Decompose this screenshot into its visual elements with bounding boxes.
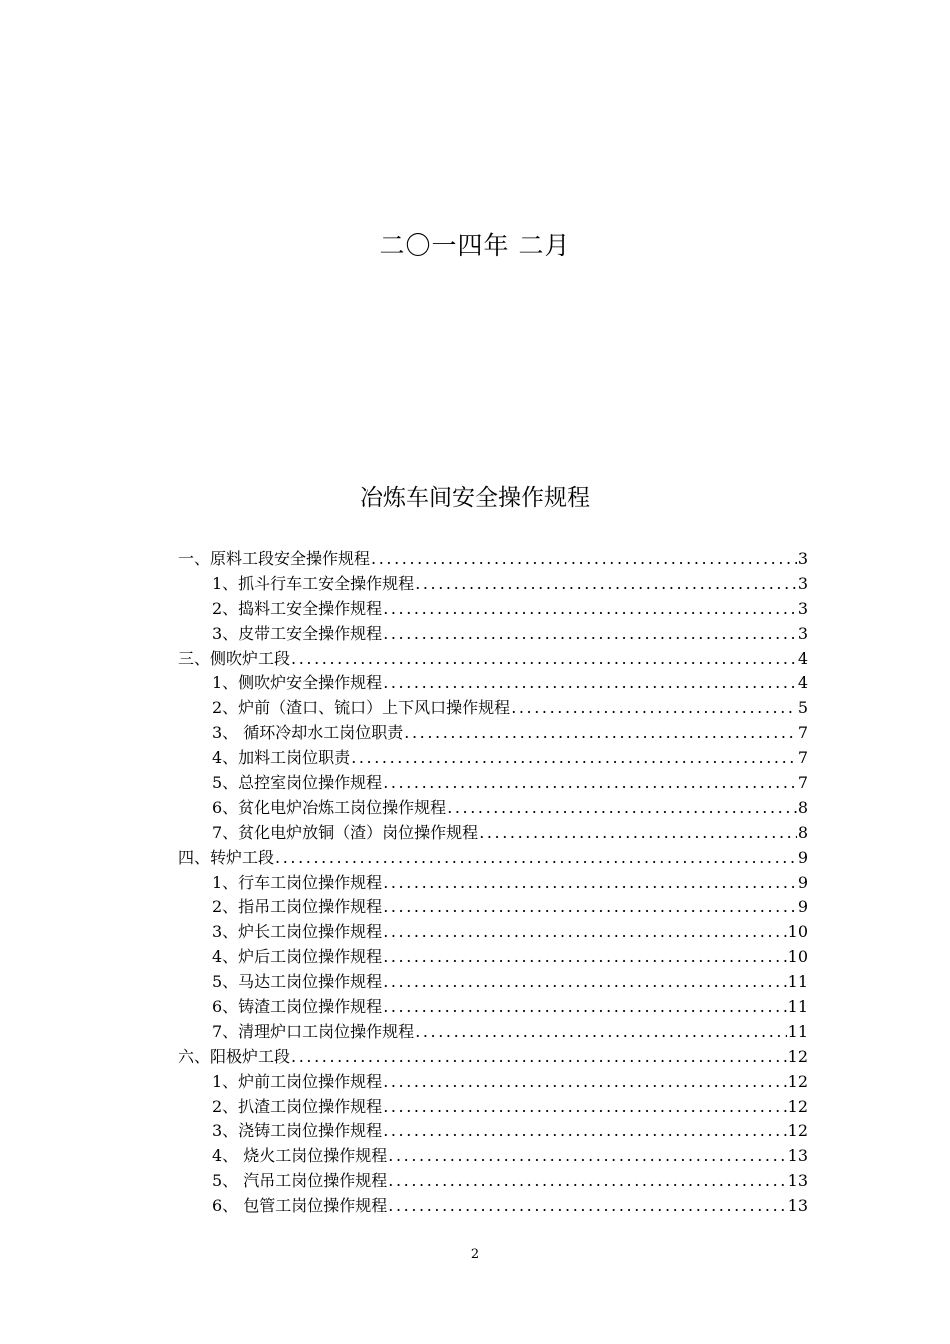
toc-entry-title: 2、捣料工安全操作规程 <box>212 598 383 618</box>
toc-dot-leader <box>510 696 797 721</box>
toc-entry-title: 1、行车工岗位操作规程 <box>212 872 383 892</box>
toc-entry-page: 3 <box>797 573 808 593</box>
toc-entry-title: 2、扒渣工岗位操作规程 <box>212 1096 383 1116</box>
toc-entry[interactable] <box>178 1144 808 1169</box>
toc-dot-leader <box>382 1070 786 1095</box>
toc-entry-page: 7 <box>797 723 808 743</box>
toc-dot-leader <box>290 647 797 672</box>
date-line: 二〇一四年 二月 <box>379 231 571 260</box>
toc-entry[interactable] <box>178 1194 808 1219</box>
toc-dot-leader <box>403 721 797 746</box>
toc-entry-page: 13 <box>787 1146 808 1166</box>
toc-dot-leader <box>414 572 797 597</box>
toc-entry-page: 3 <box>797 549 808 568</box>
toc-entry-page: 7 <box>797 773 808 793</box>
toc-entry[interactable] <box>178 1169 808 1194</box>
toc-dot-leader <box>382 1095 786 1120</box>
toc-entry-page: 11 <box>787 1021 808 1041</box>
toc-entry-title: 3、皮带工安全操作规程 <box>212 623 383 643</box>
toc-entry-page: 10 <box>787 922 808 942</box>
toc-entry[interactable] <box>178 1119 808 1144</box>
table-of-contents <box>178 547 808 1219</box>
toc-entry-page: 9 <box>797 897 808 917</box>
toc-entry-page: 12 <box>787 1096 808 1116</box>
toc-entry[interactable] <box>178 821 808 846</box>
toc-dot-leader <box>387 1169 786 1194</box>
toc-entry-title: 2、指吊工岗位操作规程 <box>212 897 383 917</box>
toc-entry-page: 3 <box>797 623 808 643</box>
toc-entry[interactable] <box>178 970 808 995</box>
toc-entry[interactable] <box>178 696 808 721</box>
toc-dot-leader <box>370 547 797 572</box>
toc-entry-title: 7、清理炉口工岗位操作规程 <box>212 1021 415 1041</box>
toc-dot-leader <box>387 1144 786 1169</box>
toc-dot-leader <box>382 945 786 970</box>
toc-dot-leader <box>290 1045 787 1070</box>
toc-entry-title: 1、侧吹炉安全操作规程 <box>212 673 383 693</box>
toc-entry-page: 9 <box>797 847 808 867</box>
toc-entry-page: 8 <box>797 822 808 842</box>
toc-entry[interactable] <box>178 1045 808 1070</box>
toc-dot-leader <box>446 796 797 821</box>
toc-dot-leader <box>382 895 797 920</box>
toc-dot-leader <box>382 995 786 1020</box>
toc-entry[interactable] <box>178 796 808 821</box>
toc-entry-page: 4 <box>797 673 808 693</box>
toc-entry-title: 三、侧吹炉工段 <box>178 648 291 668</box>
toc-dot-leader <box>382 1119 786 1144</box>
toc-entry[interactable] <box>178 721 808 746</box>
toc-entry-title: 4、 烧火工岗位操作规程 <box>212 1146 388 1166</box>
toc-dot-leader <box>382 771 797 796</box>
toc-entry-title: 3、 循环冷却水工岗位职责 <box>212 723 404 743</box>
toc-entry[interactable] <box>178 945 808 970</box>
toc-entry-page: 7 <box>797 748 808 768</box>
toc-dot-leader <box>414 1020 786 1045</box>
toc-entry-title: 6、铸渣工岗位操作规程 <box>212 997 383 1017</box>
toc-entry-title: 1、抓斗行车工安全操作规程 <box>212 573 415 593</box>
toc-entry-title: 5、总控室岗位操作规程 <box>212 773 383 793</box>
toc-dot-leader <box>382 871 797 896</box>
toc-dot-leader <box>350 746 797 771</box>
toc-entry[interactable] <box>178 572 808 597</box>
toc-entry[interactable] <box>178 671 808 696</box>
toc-entry-page: 10 <box>787 947 808 967</box>
toc-entry[interactable] <box>178 647 808 672</box>
toc-entry-page: 12 <box>787 1046 808 1066</box>
toc-entry-page: 5 <box>797 698 808 718</box>
toc-entry[interactable] <box>178 1020 808 1045</box>
toc-entry[interactable] <box>178 547 808 572</box>
toc-entry-title: 6、 包管工岗位操作规程 <box>212 1196 388 1216</box>
toc-entry-title: 4、加料工岗位职责 <box>212 748 351 768</box>
toc-entry[interactable] <box>178 746 808 771</box>
toc-entry[interactable] <box>178 846 808 871</box>
toc-entry[interactable] <box>178 1095 808 1120</box>
document-title: 冶炼车间安全操作规程 <box>360 485 590 511</box>
page-number: 2 <box>470 1247 480 1262</box>
toc-entry-page: 12 <box>787 1071 808 1091</box>
toc-entry[interactable] <box>178 871 808 896</box>
toc-entry-title: 7、贫化电炉放铜（渣）岗位操作规程 <box>212 822 479 842</box>
toc-entry-title: 六、阳极炉工段 <box>178 1046 291 1066</box>
toc-entry-page: 8 <box>797 797 808 817</box>
toc-entry[interactable] <box>178 1070 808 1095</box>
toc-dot-leader <box>382 671 797 696</box>
toc-entry-title: 5、马达工岗位操作规程 <box>212 972 383 992</box>
toc-dot-leader <box>387 1194 786 1219</box>
toc-entry[interactable] <box>178 920 808 945</box>
toc-entry-page: 11 <box>787 997 808 1017</box>
toc-entry-title: 5、 汽吊工岗位操作规程 <box>212 1171 388 1191</box>
toc-entry[interactable] <box>178 771 808 796</box>
toc-entry-page: 13 <box>787 1171 808 1191</box>
toc-entry-title: 2、炉前（渣口、锍口）上下风口操作规程 <box>212 698 511 718</box>
toc-entry-title: 6、贫化电炉冶炼工岗位操作规程 <box>212 797 447 817</box>
toc-entry-page: 9 <box>797 872 808 892</box>
toc-dot-leader <box>382 970 786 995</box>
toc-dot-leader <box>382 920 786 945</box>
toc-entry-title: 3、炉长工岗位操作规程 <box>212 922 383 942</box>
toc-entry-title: 四、转炉工段 <box>178 847 275 867</box>
toc-entry-page: 4 <box>797 648 808 668</box>
toc-dot-leader <box>274 846 797 871</box>
toc-entry-page: 13 <box>787 1196 808 1216</box>
toc-entry-title: 1、炉前工岗位操作规程 <box>212 1071 383 1091</box>
toc-entry-title: 3、浇铸工岗位操作规程 <box>212 1121 383 1141</box>
toc-entry[interactable] <box>178 597 808 622</box>
toc-entry[interactable] <box>178 895 808 920</box>
toc-entry-page: 3 <box>797 598 808 618</box>
toc-entry-page: 11 <box>787 972 808 992</box>
toc-entry-title: 4、炉后工岗位操作规程 <box>212 947 383 967</box>
toc-dot-leader <box>382 597 797 622</box>
toc-entry-page: 12 <box>787 1121 808 1141</box>
toc-dot-leader <box>478 821 797 846</box>
toc-dot-leader <box>382 622 797 647</box>
toc-entry[interactable] <box>178 995 808 1020</box>
toc-entry[interactable] <box>178 622 808 647</box>
toc-entry-title: 一、原料工段安全操作规程 <box>178 549 371 568</box>
